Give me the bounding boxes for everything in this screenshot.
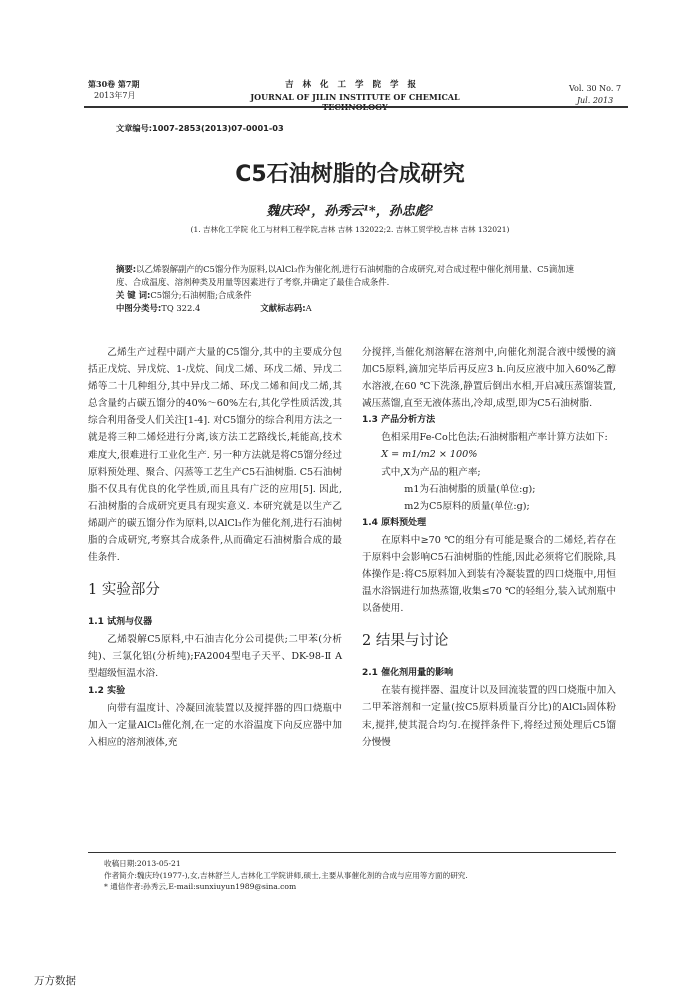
classification xyxy=(116,302,590,315)
footnote-rule xyxy=(88,852,616,853)
left-column xyxy=(88,344,342,751)
journal-name-cn: 吉林化工学院学报 xyxy=(284,80,425,90)
abstract xyxy=(116,263,590,289)
header-volume xyxy=(88,78,139,102)
corresponding-author: * 通信作者:孙秀云,E-mail:sunxiuyun1989@sina.com xyxy=(104,882,297,891)
intro-paragraph: 乙烯生产过程中副产大量的C5馏分,其中的主要成分包括正戊烷、异戊烷、1-戊烷、间戊二烯、环戊二烯、异戊二烯等二十几种组分,其中异戊二烯、环戊二烯和间戊二烯,其总含量约占碳五馏分的40%～60%左右,其化学性质活泼,其综合利用备受人们关注[1-4]. 对C5馏分的综合利用方法之一就是将三种二烯烃进行分离,该方法工艺路线长,耗能高,技术难度大,很难进行工业化生产. 另一种方法就是将C5馏分经过原料预处理、聚合、闪蒸等工艺生产C5石油树脂. C5石油树脂不仅具有优良的化学性质,而且具有广泛的应用[5]. 因此,石油树脂的合成研究更具有现实意义. 本研究就是以生产乙烯副产的碳五馏分作为原料,以AlCl₃作为催化剂,进行石油树脂的合成研究,考察其合成条件,从而确定石油树脂合成的最佳条件. xyxy=(88,347,342,564)
section-2-heading: 2 结果与讨论 xyxy=(362,633,449,650)
clc-value: TQ 322.4 xyxy=(161,303,201,313)
catalyst-paragraph: 在装有搅拌器、温度计以及回流装置的四口烧瓶中加入二甲苯溶剂和一定量(按C5原料质量百分比)的AlCl₃固体粉末,搅拌,使其混合均匀.在搅拌条件下,将经过预处理后C5馏分慢慢 xyxy=(362,685,616,748)
doc-code-value: A xyxy=(305,303,312,313)
keywords-label: 关 键 词: xyxy=(116,290,151,300)
header-volume-en xyxy=(560,83,630,107)
article-number: 文章编号:1007-2853(2013)07-0001-03 xyxy=(116,123,284,133)
paper-title: C5石油树脂的合成研究 xyxy=(235,162,465,187)
volume-issue: 第30卷 第7期 xyxy=(88,79,140,89)
subsection-1-3-heading: 1.3 产品分析方法 xyxy=(362,415,436,426)
abstract-block xyxy=(116,263,590,315)
keywords xyxy=(116,289,590,302)
issue-date: 2013年7月 xyxy=(94,91,136,100)
clc-label: 中图分类号: xyxy=(116,303,162,313)
issue-date-en: Jul. 2013 xyxy=(576,96,614,105)
section-1-heading: 1 实验部分 xyxy=(88,582,160,599)
subsection-1-2-heading: 1.2 实验 xyxy=(88,685,126,696)
received-date: 收稿日期:2013-05-21 xyxy=(104,859,181,868)
reagents-paragraph: 乙烯裂解C5原料,中石油吉化分公司提供;二甲苯(分析纯)、三氯化铝(分析纯);FA2004型电子天平、DK-98-Ⅱ A型超级恒温水浴. xyxy=(88,634,342,680)
experiment-continued: 分搅拌,当催化剂溶解在溶剂中,向催化剂混合液中缓慢的滴加C5原料,滴加完毕后再反应3 h.向反应液中加入60%乙醇水溶液,在60 ℃下洗涤,静置后倒出水相,开启减压蒸馏装置,减压蒸馏,直至无液体蒸出,冷却,成型,即为C5石油树脂. xyxy=(362,347,616,410)
author-bio: 作者简介:魏庆玲(1977-),女,吉林舒兰人,吉林化工学院讲师,硕士,主要从事催化剂的合成与应用等方面的研究. xyxy=(104,870,468,880)
watermark: 万方数据 xyxy=(34,975,76,987)
journal-name-en: JOURNAL OF JILIN INSTITUTE OF CHEMICAL xyxy=(250,92,460,102)
pretreatment-paragraph: 在原料中≥70 ℃的组分有可能是聚合的二烯烃,若存在于原料中会影响C5石油树脂的性能,因此必须将它们脱除,具体操作是:将C5原料加入到装有冷凝装置的四口烧瓶中,用恒温水浴锅进行加热蒸馏,收集≤70 ℃的轻组分,装入试剂瓶中以备使用. xyxy=(362,534,616,615)
yield-formula: X = m1/m2 × 100% xyxy=(381,449,478,461)
experiment-paragraph: 向带有温度计、冷凝回流装置以及搅拌器的四口烧瓶中加入一定量AlCl₃催化剂,在一定的水浴温度下向反应器中加入相应的溶剂液体,充 xyxy=(88,702,342,748)
right-column xyxy=(362,344,616,751)
formula-m2: m2为C5原料的质量(单位:g); xyxy=(404,500,530,512)
affiliation: (1. 吉林化工学院 化工与材料工程学院,吉林 吉林 132022;2. 吉林工贸学校,吉林 吉林 132021) xyxy=(190,225,510,234)
authors: 魏庆玲¹，孙秀云¹*，孙忠彪² xyxy=(266,204,434,219)
analysis-paragraph: 色相采用Fe-Co比色法;石油树脂粗产率计算方法如下: xyxy=(381,432,608,444)
header-rule xyxy=(84,106,628,108)
formula-where: 式中,X为产品的粗产率; xyxy=(381,466,481,478)
abstract-label: 摘要: xyxy=(116,264,137,274)
keywords-text: C5馏分;石油树脂;合成条件 xyxy=(150,290,252,300)
formula-m1: m1为石油树脂的质量(单位:g); xyxy=(404,483,536,495)
subsection-1-4-heading: 1.4 原料预处理 xyxy=(362,517,427,528)
subsection-2-1-heading: 2.1 催化剂用量的影响 xyxy=(362,668,454,679)
volume-issue-en: Vol. 30 No. 7 xyxy=(568,84,622,93)
footnote xyxy=(104,858,616,893)
abstract-text: 以乙烯裂解副产的C5馏分作为原料,以AlCl₃作为催化剂,进行石油树脂的合成研究,对合成过程中催化剂用量、C5滴加速度、合成温度、溶剂种类及用量等因素进行了考察,并确定了最佳合成条件. xyxy=(116,264,574,287)
doc-code-label: 文献标志码: xyxy=(260,303,306,313)
subsection-1-1-heading: 1.1 试剂与仪器 xyxy=(88,617,153,628)
